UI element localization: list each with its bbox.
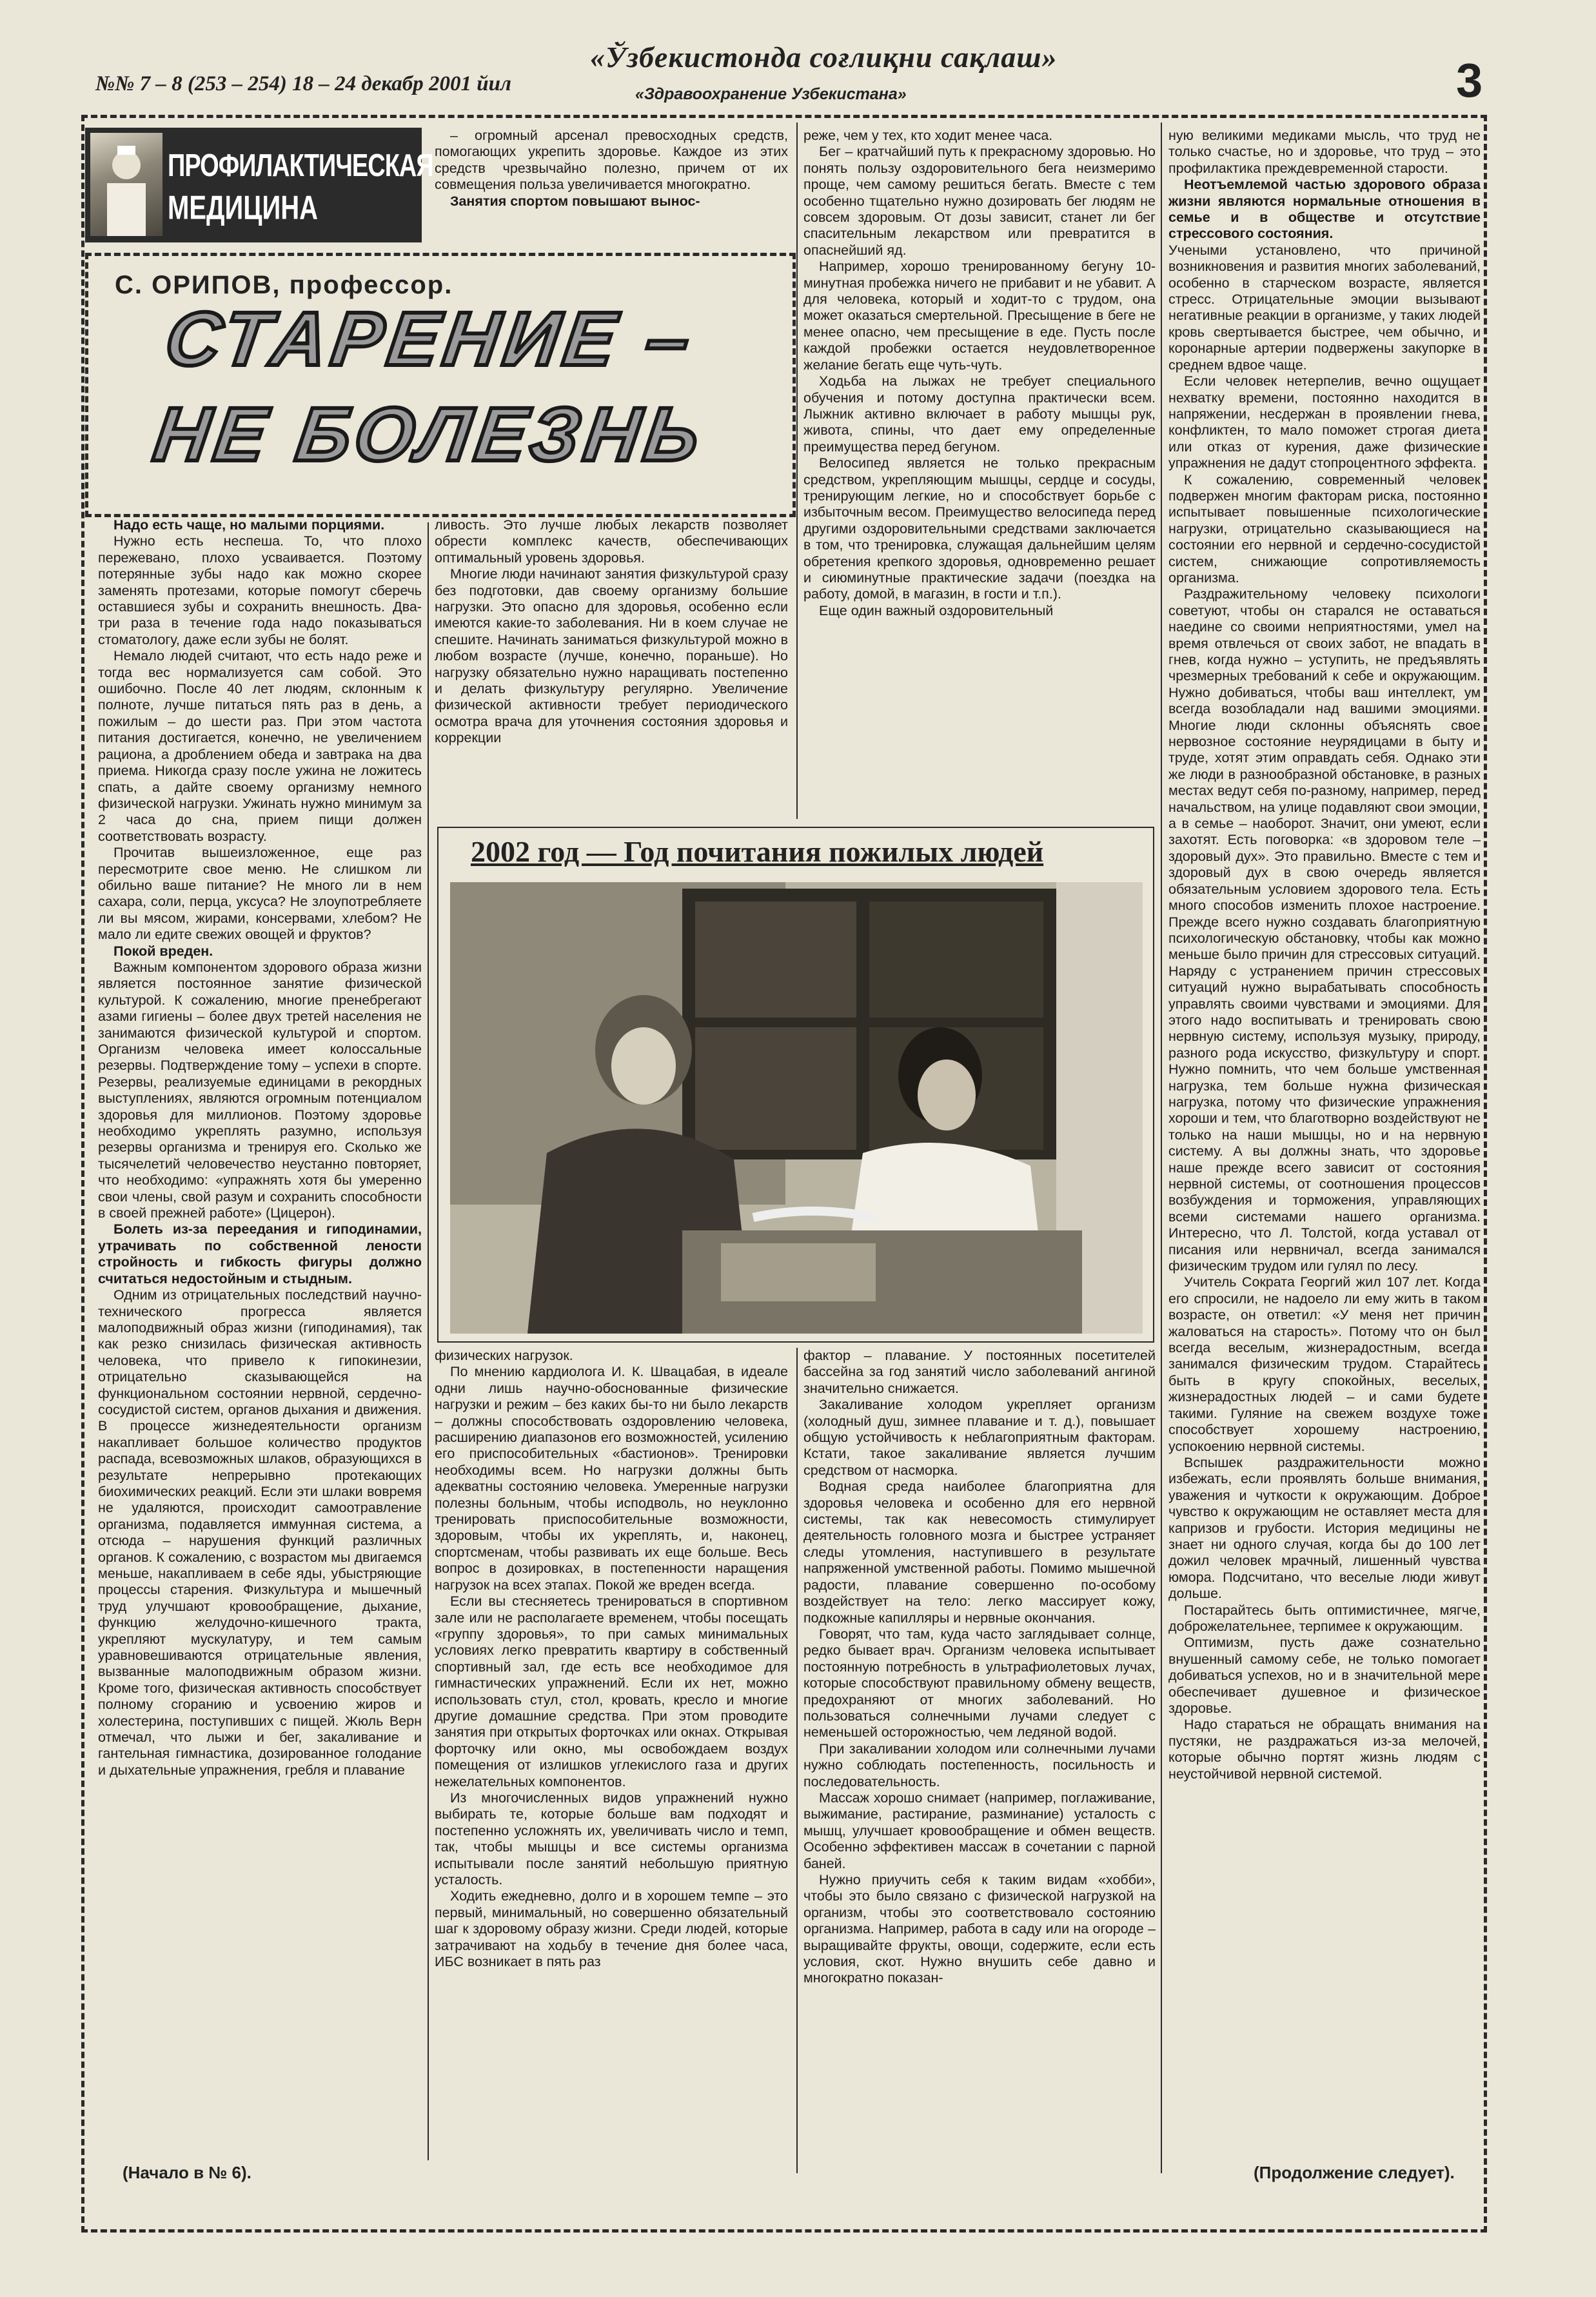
newspaper-title-uz: «Ўзбекистонда соғлиқни сақлаш» — [590, 41, 1058, 74]
photo-caption: 2002 год — Год почитания пожилых людей — [471, 835, 1044, 868]
paragraph: Болеть из-за переедания и гиподинамии, утрачивать по собственной лености стройность и гибкость фигуры должно считаться недостойным и стыдным. — [98, 1221, 422, 1287]
paragraph: – огромный арсенал превосходных средств, помогающих укрепить здоровье. Каждое из этих средств чрезвычайно полезно, причем от их совмещения польза увеличивается многократно. — [435, 128, 788, 193]
column-rule — [428, 522, 429, 2160]
issue-line: №№ 7 – 8 (253 – 254) 18 – 24 декабр 2001 йил — [95, 72, 511, 95]
paragraph: Ходьба на лыжах не требует специального обучения и потому доступна практически всем. Лыжник активно включает в работу мышцы рук, живота, спины, что дает ему определенные преимущества перед бегуном. — [803, 373, 1156, 455]
rubric-box — [85, 128, 433, 242]
paragraph: Одним из отрицательных последствий научно-технического прогресса является малоподвижный образ жизни (гиподинамия), так как резко снизилась физическая активность человека, что привело к гипокинезии, отрицательно сказывающейся на функциональном состоянии нервной, сердечно-сосудистой систем, органов дыхания и движения. В процессе жизнедеятельности организм накапливает большое количество продуктов распада, всевозможных шлаков, образующихся в результате непрерывно протекающих биохимических реакций. Если эти шлаки вовремя не удаляются, происходит самоотравление организма, подавляется иммунная система, а отсюда – нарушения функций различных органов. К сожалению, с возрастом мы двигаемся меньше, накапливаем в себе яды, убыстряющие процессы старения. Физкультура и мышечный труд улучшают кровообращение, дыхание, функцию желудочно-кишечного тракта, укрепляют мускулатуру, и тем самым уравновешиваются отрицательные явления, вызванные малоподвижным образом жизни. Кроме того, физическая активность способствует полному сгоранию и усвоению жиров и холестерина, поступивших с пищей. Жюль Верн отмечал, что лыжи и бег, закаливание и гантельная гимнастика, дозированное голодание и дыхательные упражнения, гребля и плавание — [98, 1287, 422, 1778]
paragraph: Бег – кратчайший путь к прекрасному здоровью. Но понять пользу оздоровительного бега неизмеримо проще, чем самому решиться бегать. Вместе с тем особенно тщательно нужно дозировать бег людям не совсем здоровым. От дозы зависит, станет ли бег спасительным лекарством или превратится в опаснейший яд. — [803, 144, 1156, 258]
paragraph: Ходить ежедневно, долго и в хорошем темпе – это первый, минимальный, но совершенно обязательный шаг к здоровому образу жизни. Среди людей, которые затрачивают на ходьбу в течение дня более часа, ИБС возникает в пять раз — [435, 1888, 788, 1970]
rubric-line-2: МЕДИЦИНА — [168, 190, 318, 227]
column-rule — [796, 123, 798, 819]
paragraph: реже, чем у тех, кто ходит менее часа. — [803, 128, 1053, 143]
paragraph: Учитель Сократа Георгий жил 107 лет. Когда его спросили, не надоело ли ему жить в таком возрасте, он ответил: «У меня нет причин жаловаться на старость». Потому что он был всегда веселым, жизнерадостным, всегда занимался физическим трудом. Старайтесь быть в кругу спокойных, веселых, жизнерадостных людей – и сами будете такими. Гуляние на свежем воздухе тоже способствует хорошему настроению, успокоению нервной системы. — [1168, 1274, 1481, 1454]
paragraph: Массаж хорошо снимает (например, поглаживание, выжимание, растирание, разминание) усталость с мышц, улучшает кровообращение и обмен веществ. Особенно эффективен массаж в сочетании с парной баней. — [803, 1789, 1156, 1871]
paragraph: Покой вреден. — [113, 943, 213, 959]
newspaper-title-ru: «Здравоохранение Узбекистана» — [635, 85, 907, 103]
paragraph: Постарайтесь быть оптимистичнее, мягче, доброжелательнее, терпимее к окружающим. — [1168, 1602, 1481, 1634]
paragraph: Важным компонентом здорового образа жизни является постоянное занятие физической культурой. К сожалению, многие пренебрегают азами гигиены – более двух третей населения не занимаются физической культурой и спортом. Организм человека имеет колоссальные резервы. Подтверждение тому – успехи в спорте. Резервы, реализуемые единицами в рекордных выступлениях, являются огромным потенциалом здоровья для миллионов. Поэтому здоровье необходимо укреплять разумно, используя резервы организма и тренируя его. Сколько же тысячелетий человечество неустанно повторяет, что необходимо: «упражнять хотя бы умеренно свои члены, свой разум и сохранить способности в своей прежней работе» (Цицерон). — [98, 959, 422, 1221]
paragraph: Вспышек раздражительности можно избежать, если проявлять больше внимания, уважения и чуткости к окружающим. Доброе чувство к окружающим не оставляет места для капризов и грубости. История медицины не знает ни одного случая, когда бы до 100 лет дожил человек мрачный, лишенный чувства юмора. Подсчитано, что веселые люди живут дольше. — [1168, 1454, 1481, 1602]
column-3-bottom — [803, 1348, 1156, 2157]
column-4 — [1168, 128, 1481, 2155]
paragraph: Нужно приучить себя к таким видам «хобби», чтобы это было связано с физической нагрузкой на организм, чтобы это соответствовало состоянию организма. Например, работа в саду или на огороде – выращивайте фрукты, овощи, содержите, если есть условия, скот. Нужно внушить себе давно и многократно показан- — [803, 1872, 1156, 1986]
paragraph: Если человек нетерпелив, вечно ощущает нехватку времени, постоянно находится в напряжении, несдержан в проявлении гнева, конфликтен, то мало поможет строгая диета или отказ от курения, даже физические упражнения не дадут стопроцентного эффекта. — [1168, 373, 1481, 471]
author: С. ОРИПОВ, профессор. — [115, 271, 453, 299]
rubric-line-1: ПРОФИЛАКТИЧЕСКАЯ — [168, 148, 433, 184]
paragraph: Надо есть чаще, но малыми порциями. — [113, 517, 385, 533]
paragraph: Учеными установлено, что причиной возникновения и развития многих заболеваний, особенно в старческом возрасте, является стресс. Отрицательные эмоции вызывают негативные реакции в организме, у таких людей кровь свертывается быстрее, чем обычно, и коронарные артерии подвержены закупорке в среднем вдвое чаще. — [1168, 242, 1481, 373]
continuation-start: (Начало в № 6). — [123, 2163, 251, 2182]
paragraph: Говорят, что там, куда часто заглядывает солнце, редко бывает врач. Организм человека испытывает постоянную потребность в ультрафиолетовых лучах, которые способствуют правильному обмену веществ, предохраняют от многих заболеваний. Но пользоваться солнечными лучами следует с неменьшей осторожностью, чем ледяной водой. — [803, 1626, 1156, 1740]
page-number: 3 — [1456, 54, 1483, 107]
headline-line-2: НЕ БОЛЕЗНЬ — [148, 392, 711, 477]
paragraph: Оптимизм, пусть даже сознательно внушенный самому себе, не только помогает добиваться успехов, но и в значительной мере обеспечивает душевное и физическое здоровье. — [1168, 1635, 1481, 1716]
paragraph: Немало людей считают, что есть надо реже и тогда вес нормализуется сам собой. Это ошибочно. После 40 лет людям, склонным к полноте, лучше питаться пять раз в день, а пожилым – до шести раз. При этом частота питания достигается, конечно, не увеличением рациона, а дроблением обеда и завтрака на два приема. Никогда сразу после ужина не ложитесь спать, а дайте своему организму немного физической нагрузки. Ужинать нужно минимум за 2 часа до сна, прием пищи должен соответствовать возрасту. — [98, 648, 422, 844]
column-2-bottom — [435, 1348, 788, 2157]
paragraph: Прочитав вышеизложенное, еще раз пересмотрите свое меню. Не слишком ли обильно ваше питание? Не много ли в нем сахара, соли, перца, уксуса? Не злоупотребляете ли вы мясом, жирами, консервами, хлебом? Не мало ли едите свежих овощей и фруктов? — [98, 845, 422, 943]
paragraph: Если вы стесняетесь тренироваться в спортивном зале или не располагаете временем, чтобы посещать «группу здоровья», то при самых минимальных условиях легко превратить квартиру в собственный спортивный зал, где есть все необходимое для гимнастических упражнений. Если их нет, можно использовать стул, стол, кровать, кресло и многие другие домашние средства. При этом проводите занятия при открытых форточках или окнах. Открывая форточку или окно, мы освобождаем воздух помещения от излишков углекислого газа и других нежелательных компонентов. — [435, 1593, 788, 1789]
column-3-top — [803, 128, 1156, 814]
paragraph: Надо стараться не обращать внимания на пустяки, не раздражаться из-за мелочей, которые обычно портят жизнь людям с неустойчивой нервной системой. — [1168, 1717, 1481, 1782]
doctor-photo-icon — [90, 133, 163, 236]
paragraph: Велосипед является не только прекрасным средством, укрепляющим мышцы, сердце и сосуды, тренирующим легкие, но и способствует борьбе с избыточным весом. Преимущество велосипеда перед другими оздоровительными средствами заключается в том, что тренировка, служащая дальнейшим целям обретения крепкого здоровья, одновременно решает и сиюминутные практические задачи (поездка на работу, домой, в магазин, в гости и т.п.). — [803, 455, 1156, 602]
paragraph: Раздражительному человеку психологи советуют, чтобы он старался не оставаться наедине со своими неприятностями, умел на время отвлечься от своих забот, не впадать в гнев, когда нужно – уступить, не предъявлять чрезмерных требований к себе и окружающим. Нужно добиваться, чтобы ваш интеллект, ум всегда возобладали над вашими эмоциями. Многие люди склонны объяснять свое нервозное состояние неурядицами в быту и труде, хотят этим оправдать себя. Однако эти же люди в разнообразной обстановке, в разных местах ведут себя по-разному, например, перед начальством, на улице подавляют свои эмоции, а в семье – наоборот. Значит, они умеют, если захотят. Есть поговорка: «в здоровом теле – здоровый дух». Это правильно. Вместе с тем и здоровый дух в свою очередь является обязательным условием здорового тела. Есть много способов изменить плохое настроение. Прежде всего нужно создавать благоприятную психологическую обстановку, чтобы как можно меньше было причин для стрессовых ситуаций. Наряду с устранением причин стрессовых ситуаций нужно вырабатывать способность управлять своими чувствами и эмоциями. Для этого надо воспитывать и тренировать свою нервную систему, используя музыку, природу, разного рода искусство, физкультуру и спорт. Нужно помнить, что чем больше умственная нагрузка, тем больше нужна физическая нагрузка, потому что физические упражнения хороши и тем, что благотворно воздействуют не только на наши мышцы, но и на нервную систему. А вы должны знать, что здоровье наше прежде всего зависит от состояния нервной системы, от соотношения процессов возбуждения и торможения, управляющих всеми системами нашего организма. Интересно, что Л. Толстой, когда уставал от писания или нервничал, всегда занимался физическим трудом или гулял по лесу. — [1168, 586, 1481, 1274]
paragraph: Из многочисленных видов упражнений нужно выбирать те, которые больше вам подходят и постепенно усложнять их, увеличивать число и темп, так, чтобы мышцы и все системы организма испытывали после занятий небольшую приятную усталость. — [435, 1789, 788, 1888]
column-rule — [796, 1348, 798, 2173]
paragraph: ливость. Это лучше любых лекарств позволяет обрести комплекс качеств, обеспечивающих оптимальный уровень здоровья. — [435, 517, 788, 566]
paragraph: ную великими медиками мысль, что труд не только счастье, но и здоровье, что труд – это профилактика преждевременной старости. — [1168, 128, 1481, 176]
paragraph: К сожалению, современный человек подвержен многим факторам риска, постоянно испытывает повышенные психологические нагрузки, отрицательно сказывающиеся на состоянии его нервной и сердечно-сосудистой систем, снижающие сопротивляемость организма. — [1168, 471, 1481, 586]
paragraph: Многие люди начинают занятия физкультурой сразу без подготовки, дав своему организму большие нагрузки. Это опасно для здоровья, особенно если имеются какие-то заболевания. Ни в коем случае не спешите. Начинать заниматься физкультурой можно в любом возрасте (лучше, конечно, пораньше). Но нагрузку обязательно нужно наращивать постепенно и делать физкультуру регулярно. Увеличение физической активности требует периодического осмотра врача для уточнения состояния здоровья и коррекции — [435, 566, 788, 746]
photo-doctor-patient-icon — [450, 882, 1143, 1334]
paragraph: По мнению кардиолога И. К. Швацабая, в идеале одни лишь научно-обоснованные физические нагрузки и режим – без каких бы-то ни было лекарств – должны способствовать оздоровлению человека, расширению диапазонов его возможностей, усилению его приспособительных «бастионов». Тренировки необходимы всем. Но нагрузки должны быть адекватны состоянию человека. Умеренные нагрузки полезны больным, чтобы исподволь, но неуклонно тренировать приспособительные возможности, здоровым, чтобы их укреплять, и, наконец, спортсменам, чтобы развивать их еще больше. Весь вопрос в дозировках, в постепенности наращения нагрузок на всех этапах. Покой же вреден всегда. — [435, 1364, 788, 1593]
rubric-photo — [90, 133, 163, 236]
paragraph: Нужно есть неспеша. То, что плохо пережевано, плохо усваивается. Поэтому потерянные зубы надо как можно скорее заменять протезами, которые помогут сберечь оставшиеся зубы и сохранить внешность. Два-три раза в течение года надо показываться стоматологу, даже если зубы не болят. — [98, 533, 422, 647]
photo-block — [437, 827, 1154, 1343]
paragraph: Например, хорошо тренированному бегуну 10-минутная пробежка ничего не прибавит и не убавит. А для человека, который и ходит-то с трудом, она может оказаться смертельной. Пресыщение в беге не менее опасно, чем пресыщение в еде. Пусть после каждой пробежки остается неудовлетворенное желание бегать еще чуть-чуть. — [803, 259, 1156, 373]
column-1 — [98, 517, 422, 2155]
column-rule — [1161, 123, 1162, 2173]
paragraph: Неотъемлемой частью здорового образа жизни являются нормальные отношения в семье и в обществе и отсутствие стрессового состояния. — [1168, 177, 1481, 242]
paragraph: Еще один важный оздоровительный — [819, 602, 1054, 618]
paragraph: фактор – плавание. У постоянных посетителей бассейна за год занятий число заболеваний ангиной значительно снижается. — [803, 1348, 1156, 1396]
column-2-top — [435, 128, 788, 245]
photo — [450, 882, 1143, 1334]
headline-line-1: СТАРЕНИЕ – — [160, 297, 700, 382]
paragraph: При закаливании холодом или солнечными лучами нужно соблюдать постепенность, посильность и последовательность. — [803, 1740, 1156, 1789]
paragraph: Занятия спортом повышают вынос- — [450, 193, 700, 209]
column-2 — [435, 517, 788, 809]
paragraph: физических нагрузок. — [435, 1348, 573, 1363]
paragraph: Закаливание холодом укрепляет организм (холодный душ, зимнее плавание и т. д.), повышает общую устойчивость к неблагоприятным факторам. Кстати, такое закаливание является лучшим средством от насморка. — [803, 1397, 1156, 1478]
continuation-next: (Продолжение следует). — [1254, 2163, 1455, 2182]
paragraph: Водная среда наиболее благоприятна для здоровья человека и особенно для его нервной системы, так как невесомость стимулирует деятельность головного мозга и быстрее устраняет следы утомления, наступившего в результате напряженной умственной работы. Помимо мышечной радости, плавание совершенно по-особому воздействует на тело: легко массирует кожу, подкожные капилляры и нервные окончания. — [803, 1479, 1156, 1626]
